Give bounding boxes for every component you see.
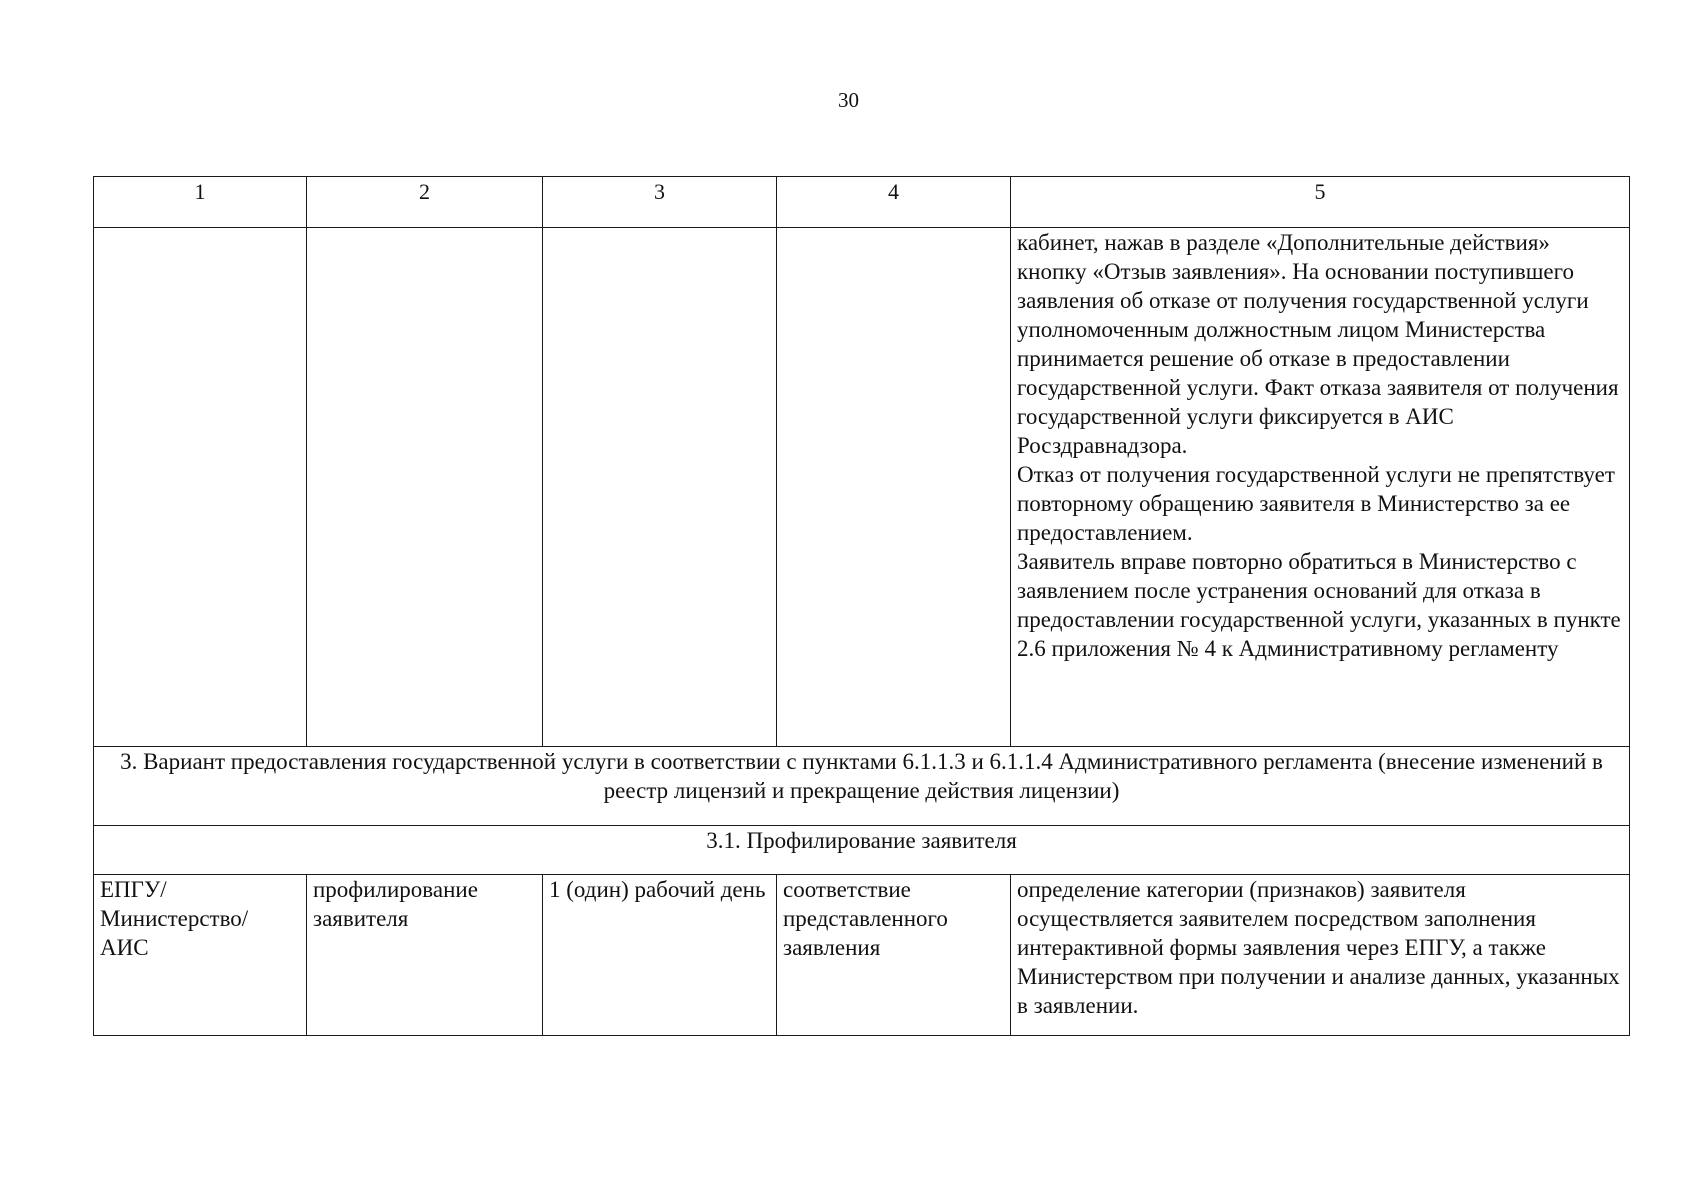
subsection-title: 3.1. Профилирование заявителя bbox=[94, 826, 1630, 875]
page-number: 30 bbox=[838, 88, 859, 112]
cell-empty-2 bbox=[307, 228, 543, 747]
column-header-1: 1 bbox=[94, 177, 307, 228]
subsection-heading-row bbox=[94, 826, 1630, 875]
cell-result: определение категории (признаков) заявителя осуществляется заявителем посредством заполнения интерактивной формы заявления через ЕПГУ, а также Министерством при получении и анализе данных, указанных в заявлении. bbox=[1011, 875, 1630, 1036]
cell-criteria: соответствие представленного заявления bbox=[777, 875, 1011, 1036]
paragraph-withdrawal: кабинет, нажав в разделе «Дополнительные действия» кнопку «Отзыв заявления». На основании поступившего заявления об отказе от получения государственной услуги уполномоченным должностным лицом Министерства принимается решение об отказе в предоставлении государственной услуги. Факт отказа заявителя от получения государственной услуги фиксируется в АИС Росздравнадзора. bbox=[1017, 230, 1619, 458]
paragraph-reapply: Заявитель вправе повторно обратиться в Министерство с заявлением после устранения оснований для отказа в предоставлении государственной услуги, указанных в пункте 2.6 приложения № 4 к Административному регламенту bbox=[1017, 549, 1621, 661]
table-header-row bbox=[94, 177, 1630, 228]
column-header-3: 3 bbox=[543, 177, 777, 228]
table-row-continuation bbox=[94, 228, 1630, 747]
column-header-5: 5 bbox=[1011, 177, 1630, 228]
cell-continuation-text bbox=[1011, 228, 1630, 747]
section-heading-row bbox=[94, 747, 1630, 826]
column-header-2: 2 bbox=[307, 177, 543, 228]
paragraph-refusal-no-obstacle: Отказ от получения государственной услуги не препятствует повторному обращению заявителя в Министерство за ее предоставлением. bbox=[1017, 462, 1615, 545]
cell-procedure: профилирование заявителя bbox=[307, 875, 543, 1036]
cell-empty-3 bbox=[543, 228, 777, 747]
cell-empty-4 bbox=[777, 228, 1011, 747]
procedure-table bbox=[93, 176, 1630, 1036]
table-row bbox=[94, 875, 1630, 1036]
cell-term: 1 (один) рабочий день bbox=[543, 875, 777, 1036]
cell-empty-1 bbox=[94, 228, 307, 747]
section-title: 3. Вариант предоставления государственной услуги в соответствии с пунктами 6.1.1.3 и 6.1.1.4 Административного регламента (внесение изменений в реестр лицензий и прекращение действия лицензии) bbox=[94, 747, 1630, 826]
column-header-4: 4 bbox=[777, 177, 1011, 228]
cell-system: ЕПГУ/ Министерство/ АИС bbox=[94, 875, 307, 1036]
